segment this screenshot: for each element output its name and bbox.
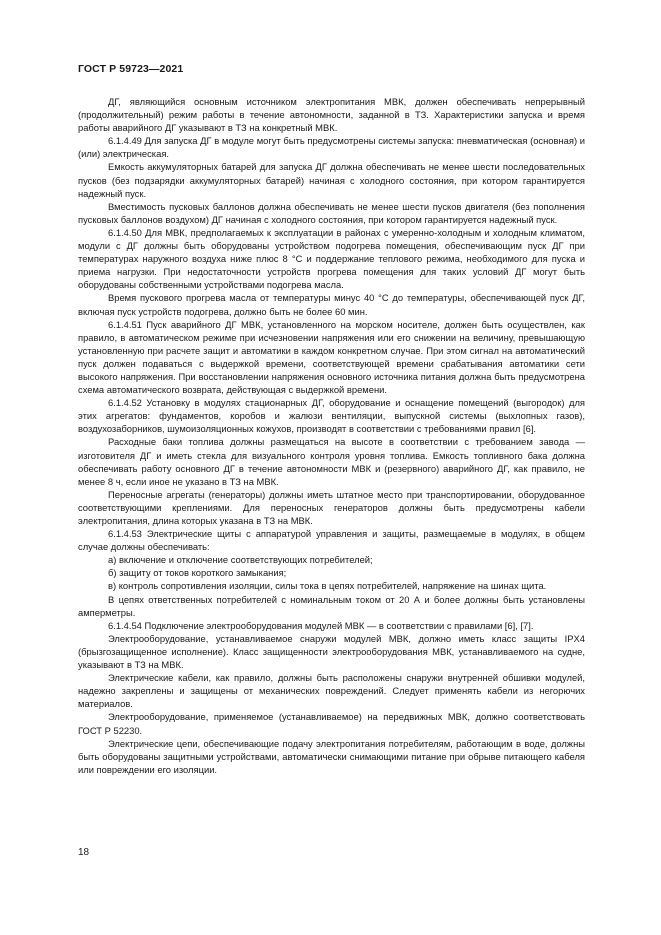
- paragraph: Емкость аккумуляторных батарей для запуска ДГ должна обеспечивать не менее шести последовательных пусков (без подзарядки аккумуляторных батарей) начиная с холодного состояния, при котором гарантируется надежный пуск.: [78, 161, 585, 199]
- paragraph: 6.1.4.50 Для МВК, предполагаемых к эксплуатации в районах с умеренно-холодным и холодным климатом, модули с ДГ должны быть оборудованы устройством подогрева помещения, обеспечивающим пуск ДГ при температурах наружного воздуха ниже плюс 8 °С и поддержание теплового режима, необходимого для пуска и приема нагрузки. При недостаточности устройств прогрева помещения для таких условий ДГ могут быть оборудованы собственными устройствами подогрева масла.: [78, 226, 585, 291]
- paragraph: В цепях ответственных потребителей с номинальным током от 20 А и более должны быть установлены амперметры.: [78, 593, 585, 618]
- paragraph: Электрические кабели, как правило, должны быть расположены снаружи внутренней обшивки модулей, надежно закреплены и защищены от механических повреждений. Следует применять кабели из негорючих материалов.: [78, 672, 585, 710]
- paragraph: 6.1.4.49 Для запуска ДГ в модуле могут быть предусмотрены системы запуска: пневматическая (основная) и (или) электрическая.: [78, 135, 585, 160]
- paragraph: 6.1.4.51 Пуск аварийного ДГ МВК, установленного на морском носителе, должен быть осуществлен, как правило, в автоматическом режиме при исчезновении напряжения или его снижении на величину, превышающую установленную при расчете защит и автоматики в каждом конкретном случае. При этом сигнал на автоматический пуск должен подаваться с выдержкой времени, соответствующей времени срабатывания автоматики сети высокого напряжения. При восстановлении напряжения основного источника питания должна быть предусмотрена схема автоматического возврата, действующая с выдержкой времени.: [78, 318, 585, 396]
- paragraph: 6.1.4.53 Электрические щиты с аппаратурой управления и защиты, размещаемые в модулях, в общем случае должны обеспечивать:: [78, 528, 585, 553]
- paragraph: ДГ, являющийся основным источником электропитания МВК, должен обеспечивать непрерывный (продолжительный) режим работы в течение автономности, заданной в ТЗ. Характеристики запуска и время работы аварийного ДГ указывают в ТЗ на конкретный МВК.: [78, 96, 585, 134]
- paragraph: Электрические цепи, обеспечивающие подачу электропитания потребителям, работающим в воде, должны быть оборудованы защитными устройствами, автоматически снимающими питание при обрыве питающего кабеля или повреждении его изоляции.: [78, 737, 585, 775]
- document-body: [78, 95, 585, 776]
- page-number: 18: [78, 847, 90, 858]
- paragraph: Расходные баки топлива должны размещаться на высоте в соответствии с требованием завода — изготовителя ДГ и иметь стекла для визуального контроля уровня топлива. Емкость топливного бака должна обеспечивать работу основного ДГ в течение автономности МВК и (резервного) аварийного ДГ, как правило, не менее 8 ч, если иное не указано в ТЗ на МВК.: [78, 436, 585, 487]
- list-item: б) защиту от токов короткого замыкания;: [108, 567, 287, 579]
- paragraph: Переносные агрегаты (генераторы) должны иметь штатное место при транспортировании, оборудованное соответствующими креплениями. Для переносных генераторов должны быть предусмотрены кабели электропитания, длина которых указана в ТЗ на МВК.: [78, 488, 585, 526]
- paragraph: Электрооборудование, применяемое (устанавливаемое) на передвижных МВК, должно соответствовать ГОСТ Р 52230.: [78, 711, 585, 736]
- paragraph: Вместимость пусковых баллонов должна обеспечивать не менее шести пусков двигателя (без пополнения пусковых баллонов воздухом) ДГ начиная с холодного состояния, при котором гарантируется надежный пуск.: [78, 200, 585, 225]
- paragraph: Время пускового прогрева масла от температуры минус 40 °С до температуры, обеспечивающей пуск ДГ, включая пуск устройств подогрева, должно быть не более 60 мин.: [78, 292, 585, 317]
- list-item: а) включение и отключение соответствующих потребителей;: [108, 554, 373, 566]
- list-item: в) контроль сопротивления изоляции, силы тока в цепях потребителей, напряжение на шинах щита.: [108, 580, 547, 592]
- paragraph: Электрооборудование, устанавливаемое снаружи модулей МВК, должно иметь класс защиты IPX4 (брызгозащищенное исполнение). Класс защищенности электрооборудования МВК, устанавливаемого на судне, указывают в ТЗ на МВК.: [78, 632, 585, 671]
- paragraph: 6.1.4.52 Установку в модулях стационарных ДГ, оборудование и оснащение помещений (выгородок) для этих агрегатов: фундаментов, коробов и жалюзи вентиляции, выпускной системы (выхлопных газов), воздухозаборников, шумоизоляционных кожухов, производят в соответствии с требованиями правил [6].: [78, 397, 585, 435]
- paragraph: 6.1.4.54 Подключение электрооборудования модулей МВК — в соответствии с правилами [6], [7].: [108, 619, 534, 631]
- document-header: ГОСТ Р 59723—2021: [78, 63, 184, 75]
